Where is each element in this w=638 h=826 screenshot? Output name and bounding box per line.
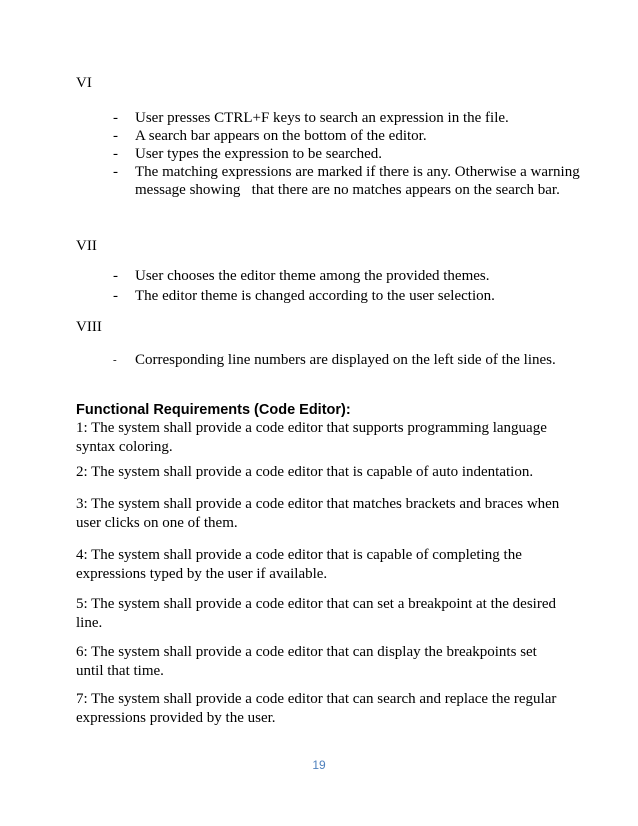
list-item-text: User presses CTRL+F keys to search an expression in the file. (135, 110, 509, 126)
list-item-text: User types the expression to be searched. (135, 146, 383, 162)
list-item-text: Corresponding line numbers are displayed on the left side of the lines. (135, 352, 556, 368)
requirement-item: 2: The system shall provide a code editor that is capable of auto indentation. (76, 464, 534, 480)
bullet-marker: - (113, 164, 118, 180)
section-label-viii: VIII (76, 319, 102, 335)
list-item-text: A search bar appears on the bottom of the editor. (135, 128, 427, 144)
requirement-item: 7: The system shall provide a code editor that can search and replace the regular expressions provided by the user. (76, 691, 557, 726)
page-number: 19 (312, 758, 326, 772)
list-item (113, 145, 583, 163)
section-label-vi: VI (76, 75, 92, 91)
section-heading: Functional Requirements (Code Editor): (76, 402, 351, 418)
list-item (113, 127, 583, 145)
list-item-text: User chooses the editor theme among the provided themes. (135, 268, 490, 284)
bullet-list-vii (113, 267, 583, 305)
bullet-marker: - (113, 354, 117, 366)
section-label-vii: VII (76, 238, 97, 254)
requirement-item: 3: The system shall provide a code editor that matches brackets and braces when user clicks on one of them. (76, 496, 560, 531)
list-item (113, 267, 583, 285)
bullet-marker: - (113, 268, 118, 284)
bullet-marker: - (113, 128, 118, 144)
list-item (113, 163, 583, 199)
list-item (113, 287, 583, 305)
requirement-item: 1: The system shall provide a code editor that supports programming language syntax coloring. (76, 420, 547, 455)
list-item-text: The editor theme is changed according to the user selection. (135, 288, 495, 304)
list-item-text: The matching expressions are marked if there is any. Otherwise a warning message showing that there are no matches appears on the search bar. (135, 164, 584, 198)
requirement-item: 6: The system shall provide a code editor that can display the breakpoints set until that time. (76, 644, 537, 679)
bullet-marker: - (113, 146, 118, 162)
requirement-item: 4: The system shall provide a code editor that is capable of completing the expressions typed by the user if available. (76, 547, 522, 582)
requirement-item: 5: The system shall provide a code editor that can set a breakpoint at the desired line. (76, 596, 556, 631)
bullet-marker: - (113, 110, 118, 126)
list-item (113, 351, 583, 369)
list-item (113, 109, 583, 127)
bullet-marker: - (113, 288, 118, 304)
bullet-list-viii (113, 351, 583, 369)
bullet-list-vi (113, 109, 583, 199)
